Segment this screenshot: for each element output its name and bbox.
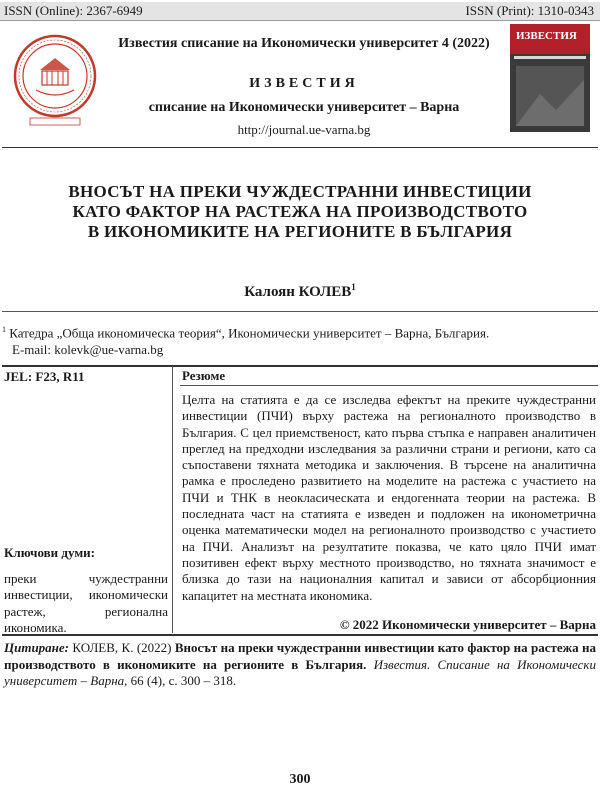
resume-heading: Резюме <box>182 368 226 383</box>
issn-online: ISSN (Online): 2367-6949 <box>4 3 143 18</box>
title-line-2: КАТО ФАКТОР НА РАСТЕЖА НА ПРОИЗВОДСТВОТО <box>72 202 528 221</box>
issn-print: ISSN (Print): 1310-0343 <box>465 3 594 18</box>
citation-authors: КОЛЕВ, К. (2022) <box>69 640 175 655</box>
issn-bar <box>0 2 600 21</box>
abstract-top-divider <box>2 365 598 367</box>
citation-journal: Известия. Списание на Икономически университет – Варна <box>4 656 596 688</box>
abstract-column-divider <box>172 366 173 633</box>
resume-heading-divider <box>180 385 598 386</box>
header-divider <box>2 147 598 148</box>
affiliation-text: Катедра „Обща икономическа теория“, Икономически университет – Варна, България. <box>6 325 490 341</box>
keywords-text: преки чуждестранни инвестиции, икономически растеж, регионална икономика. <box>4 571 168 635</box>
title-line-3: В ИКОНОМИКИТЕ НА РЕГИОНИТЕ В БЪЛГАРИЯ <box>87 222 513 241</box>
keywords-heading: Ключови думи: <box>4 545 96 560</box>
author-affiliation <box>2 321 598 358</box>
affiliation-divider <box>2 311 598 312</box>
citation-details: , 66 (4), с. 300 – 318. <box>124 673 237 688</box>
journal-name: ИЗВЕСТИЯ <box>249 76 359 91</box>
abstract-text: Целта на статията е да се изследва ефектът на преките чуждестранни инвестиции (ПЧИ) върху растежа на регионалното производство в България. С цел приемственост, като първа стъпка е направен аналитичен преглед на предходни изследвания за различни страни и региони, като са съпоставени тяхната методика и заключения. В търсене на аналитична рамка е проследено развитието на моделите на растежа с участието на ПЧИ и ТНК в неокласическата и ендогенната теории на растежа. В последната част на статията е изведен и подложен на иконометрична оценка математически модел на регионалното производство с участието на ПЧИ. Анализът на резултатите показва, че като цяло ПЧИ имат позитивен ефект върху местното производство, но тяхната значимост е близка до тази на националния капитал и зависи от абсорбционния капацитет на местната икономика. <box>182 392 596 603</box>
title-line-1: ВНОСЪТ НА ПРЕКИ ЧУЖДЕСТРАННИ ИНВЕСТИЦИИ <box>68 182 532 201</box>
affiliation-footnote-mark: 1 <box>2 325 6 334</box>
jel-codes: JEL: F23, R11 <box>4 369 85 384</box>
author-email: E-mail: kolevk@ue-varna.bg <box>12 342 164 358</box>
journal-url: http://journal.ue-varna.bg <box>237 122 371 137</box>
copyright-notice: © 2022 Икономически университет – Варна <box>339 617 596 632</box>
citation-divider <box>2 634 598 636</box>
citation-block <box>4 640 596 690</box>
author-name: Калоян КОЛЕВ <box>244 284 352 300</box>
author-footnote-mark: 1 <box>351 282 356 292</box>
journal-cover-image <box>510 24 590 132</box>
journal-issue-line: Известия списание на Икономически университет 4 (2022) <box>118 36 490 51</box>
article-title <box>20 182 580 242</box>
university-seal-logo <box>12 30 98 130</box>
citation-title: Вносът на преки чуждестранни инвестиции като фактор на растежа на производството в икономиките на регионите в България. <box>4 640 596 672</box>
journal-subtitle: списание на Икономически университет – Варна <box>148 100 460 115</box>
citation-label: Цитиране: <box>4 640 69 655</box>
article-author <box>20 282 580 301</box>
page-number: 300 <box>289 772 311 787</box>
cover-title: ИЗВЕСТИЯ <box>516 30 577 42</box>
